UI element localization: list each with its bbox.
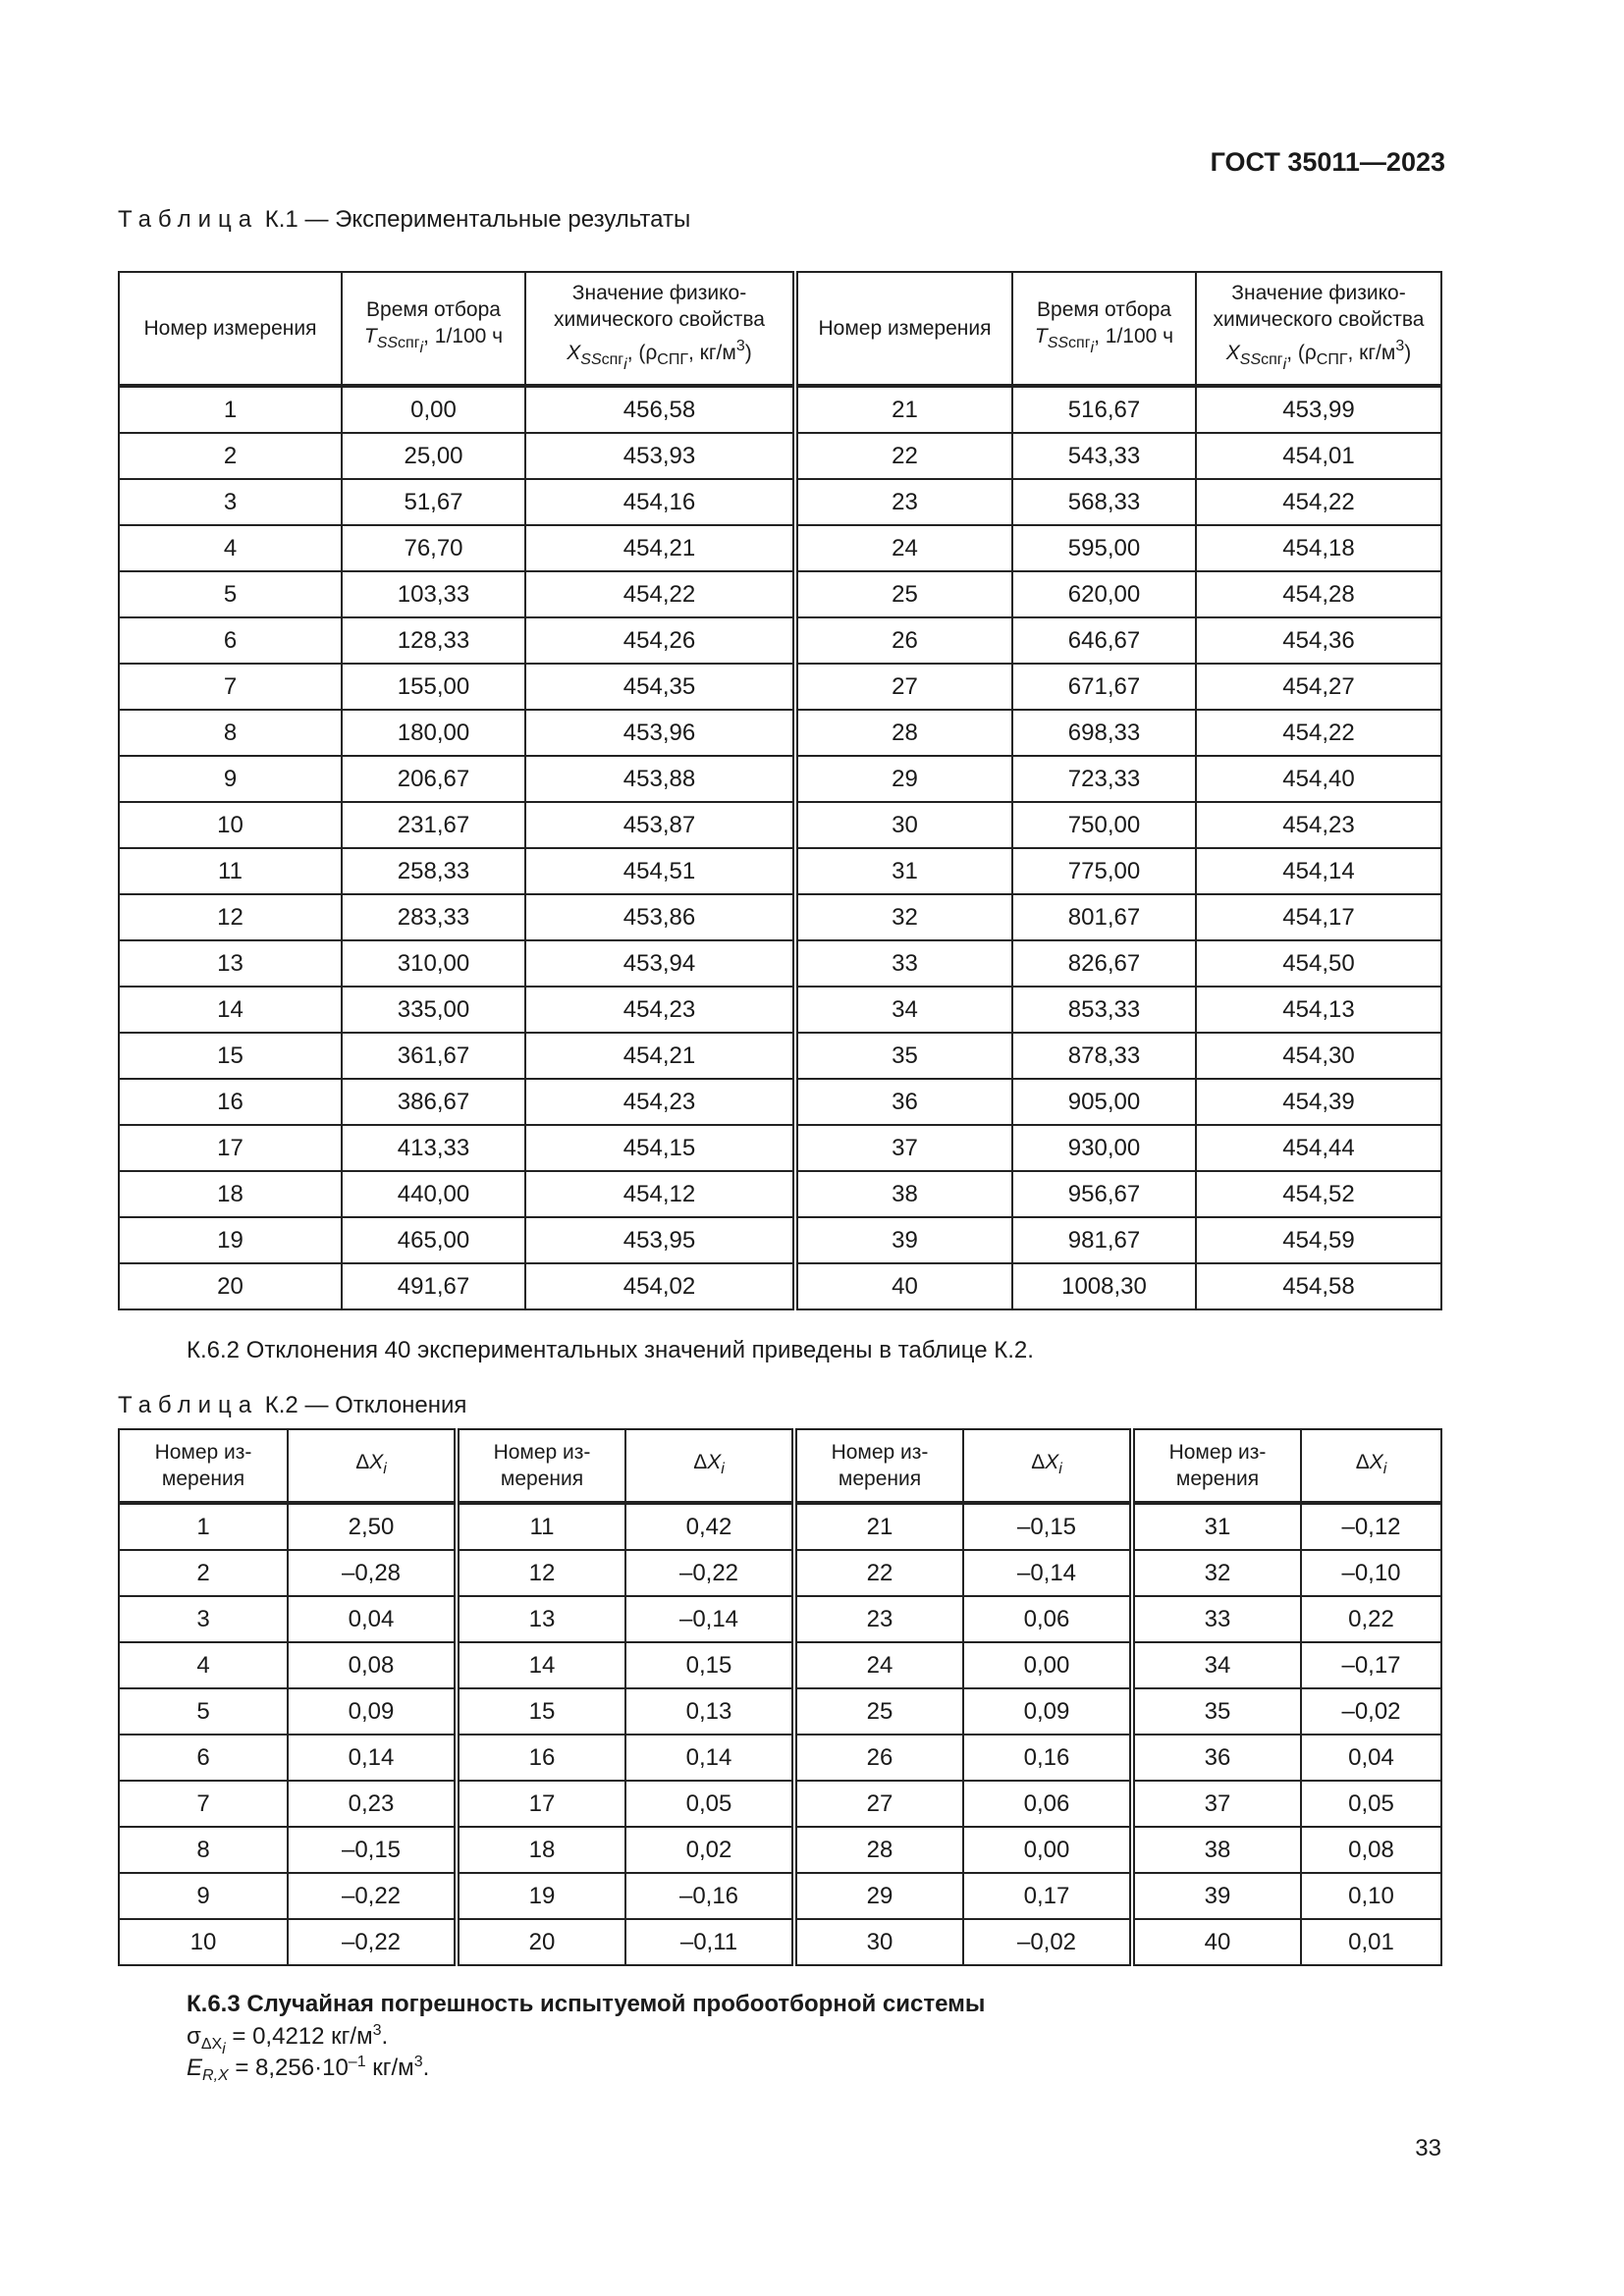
table2-header-delta-1: $\Delta X_i$: [288, 1429, 457, 1503]
table1-row: [119, 664, 1441, 710]
table1-cell: 33: [795, 940, 1012, 987]
section-k63-heading: К.6.3 Случайная погрешность испытуемой пробоотборной системы: [187, 1991, 986, 2017]
table2-cell: –0,22: [288, 1873, 457, 1919]
table1-cell: 34: [795, 987, 1012, 1033]
table2-cell: 10: [119, 1919, 288, 1965]
table1-cell: 454,26: [525, 617, 795, 664]
table2-caption: [118, 1392, 466, 1419]
table2-cell: 14: [457, 1642, 625, 1688]
table2-header-number-2: Номер из-мерения: [457, 1429, 625, 1503]
table1-cell: 454,15: [525, 1125, 795, 1171]
table1-cell: 454,02: [525, 1263, 795, 1309]
table1-cell: 930,00: [1012, 1125, 1196, 1171]
table1-cell: 595,00: [1012, 525, 1196, 571]
table1-header-number-2: Номер измерения: [795, 272, 1012, 386]
table2-cell: 0,05: [625, 1781, 794, 1827]
table1-cell: 26: [795, 617, 1012, 664]
table1-cell: 454,17: [1196, 894, 1441, 940]
table2-cell: –0,22: [288, 1919, 457, 1965]
table2-cell: 20: [457, 1919, 625, 1965]
table2-cell: 0,02: [625, 1827, 794, 1873]
table1-cell: 454,35: [525, 664, 795, 710]
table2-cell: 0,06: [963, 1596, 1132, 1642]
table2-cell: 0,14: [625, 1735, 794, 1781]
table2-cell: 6: [119, 1735, 288, 1781]
table2-header-number-3: Номер из-мерения: [794, 1429, 963, 1503]
table1-cell: 453,94: [525, 940, 795, 987]
table1-cell: 671,67: [1012, 664, 1196, 710]
table1-cell: 14: [119, 987, 342, 1033]
table1-experimental-results: [118, 271, 1442, 1310]
table2-cell: 11: [457, 1503, 625, 1550]
table1-cell: 3: [119, 479, 342, 525]
table1-cell: 40: [795, 1263, 1012, 1309]
error-formula: $E_{R,X} = 8,256\cdot 10^{-1}$ $кг/м^3$.: [187, 2054, 430, 2084]
table2-cell: 37: [1132, 1781, 1301, 1827]
table1-cell: 28: [795, 710, 1012, 756]
table1-row: [119, 1079, 1441, 1125]
table1-cell: 454,59: [1196, 1217, 1441, 1263]
table2-row: [119, 1827, 1441, 1873]
table1-cell: 386,67: [342, 1079, 525, 1125]
table1-cell: 0,00: [342, 386, 525, 433]
table1-cell: 454,13: [1196, 987, 1441, 1033]
table2-header-number-1: Номер из-мерения: [119, 1429, 288, 1503]
table1-cell: 453,96: [525, 710, 795, 756]
table1-cell: 51,67: [342, 479, 525, 525]
table1-row: [119, 1171, 1441, 1217]
table1-cell: 543,33: [1012, 433, 1196, 479]
table1-row: [119, 386, 1441, 433]
table1-cell: 750,00: [1012, 802, 1196, 848]
table1-row: [119, 940, 1441, 987]
table2-cell: 40: [1132, 1919, 1301, 1965]
table1-row: [119, 987, 1441, 1033]
table2-cell: 15: [457, 1688, 625, 1735]
table1-cell: 454,18: [1196, 525, 1441, 571]
table2-cell: 0,22: [1301, 1596, 1441, 1642]
table1-cell: 454,58: [1196, 1263, 1441, 1309]
table2-cell: –0,15: [288, 1827, 457, 1873]
table2-cell: 0,10: [1301, 1873, 1441, 1919]
table2-cell: 19: [457, 1873, 625, 1919]
table1-cell: 1008,30: [1012, 1263, 1196, 1309]
table1-row: [119, 525, 1441, 571]
table2-cell: 12: [457, 1550, 625, 1596]
table2-cell: 18: [457, 1827, 625, 1873]
table1-cell: 180,00: [342, 710, 525, 756]
table1-cell: 646,67: [1012, 617, 1196, 664]
table1-cell: 723,33: [1012, 756, 1196, 802]
table1-cell: 36: [795, 1079, 1012, 1125]
table1-cell: 454,21: [525, 525, 795, 571]
table1-cell: 454,50: [1196, 940, 1441, 987]
table2-cell: 32: [1132, 1550, 1301, 1596]
table2-cell: 0,09: [288, 1688, 457, 1735]
table1-cell: 453,87: [525, 802, 795, 848]
paragraph-k62: К.6.2 Отклонения 40 экспериментальных значений приведены в таблице К.2.: [187, 1337, 1034, 1363]
table1-cell: 24: [795, 525, 1012, 571]
table1-row: [119, 1263, 1441, 1309]
table1-cell: 25: [795, 571, 1012, 617]
table1-cell: 956,67: [1012, 1171, 1196, 1217]
table1-cell: 38: [795, 1171, 1012, 1217]
table2-cell: 0,14: [288, 1735, 457, 1781]
table1-cell: 32: [795, 894, 1012, 940]
table2-cell: –0,12: [1301, 1503, 1441, 1550]
table2-cell: 5: [119, 1688, 288, 1735]
table2-cell: 0,17: [963, 1873, 1132, 1919]
table1-cell: 454,52: [1196, 1171, 1441, 1217]
table1-cell: 454,22: [1196, 479, 1441, 525]
table2-cell: 26: [794, 1735, 963, 1781]
table1-cell: 454,14: [1196, 848, 1441, 894]
table1-cell: 9: [119, 756, 342, 802]
table1-cell: 568,33: [1012, 479, 1196, 525]
table2-caption-text: К.2 — Отклонения: [258, 1392, 467, 1418]
table2-cell: –0,28: [288, 1550, 457, 1596]
table1-cell: 7: [119, 664, 342, 710]
table2-cell: –0,22: [625, 1550, 794, 1596]
table2-cell: 0,06: [963, 1781, 1132, 1827]
table1-cell: 6: [119, 617, 342, 664]
table1-cell: 23: [795, 479, 1012, 525]
table2-cell: 23: [794, 1596, 963, 1642]
table1-row: [119, 1125, 1441, 1171]
table2-cell: 34: [1132, 1642, 1301, 1688]
table1-cell: 31: [795, 848, 1012, 894]
table1-row: [119, 756, 1441, 802]
table2-cell: –0,17: [1301, 1642, 1441, 1688]
table2-cell: 17: [457, 1781, 625, 1827]
table1-cell: 4: [119, 525, 342, 571]
table2-cell: 3: [119, 1596, 288, 1642]
table1-cell: 155,00: [342, 664, 525, 710]
table1-cell: 17: [119, 1125, 342, 1171]
table1-cell: 231,67: [342, 802, 525, 848]
table1-row: [119, 617, 1441, 664]
table1-cell: 801,67: [1012, 894, 1196, 940]
table1-cell: 2: [119, 433, 342, 479]
table2-row: [119, 1781, 1441, 1827]
table2-cell: –0,11: [625, 1919, 794, 1965]
table1-cell: 5: [119, 571, 342, 617]
table1-row: [119, 479, 1441, 525]
table1-cell: 454,44: [1196, 1125, 1441, 1171]
table2-cell: 0,00: [963, 1642, 1132, 1688]
table1-cell: 13: [119, 940, 342, 987]
table1-cell: 465,00: [342, 1217, 525, 1263]
table1-cell: 25,00: [342, 433, 525, 479]
table2-cell: 1: [119, 1503, 288, 1550]
table2-cell: 35: [1132, 1688, 1301, 1735]
table2-cell: 39: [1132, 1873, 1301, 1919]
table2-cell: 9: [119, 1873, 288, 1919]
table1-cell: 18: [119, 1171, 342, 1217]
table1-cell: 440,00: [342, 1171, 525, 1217]
table2-cell: 0,08: [1301, 1827, 1441, 1873]
table1-cell: 454,01: [1196, 433, 1441, 479]
table2-cell: 0,04: [1301, 1735, 1441, 1781]
table2-row: [119, 1919, 1441, 1965]
table2-cell: 0,13: [625, 1688, 794, 1735]
table2-cell: 2: [119, 1550, 288, 1596]
table1-caption-text: К.1 — Экспериментальные результаты: [258, 206, 691, 233]
table1-cell: 775,00: [1012, 848, 1196, 894]
table1-cell: 454,28: [1196, 571, 1441, 617]
table1-cell: 453,88: [525, 756, 795, 802]
table1-cell: 37: [795, 1125, 1012, 1171]
table2-cell: 30: [794, 1919, 963, 1965]
table2-cell: 22: [794, 1550, 963, 1596]
table1-cell: 454,39: [1196, 1079, 1441, 1125]
table2-row: [119, 1642, 1441, 1688]
table2-row: [119, 1735, 1441, 1781]
table1-cell: 826,67: [1012, 940, 1196, 987]
table2-cell: –0,14: [963, 1550, 1132, 1596]
table1-cell: 454,30: [1196, 1033, 1441, 1079]
table2-cell: 0,16: [963, 1735, 1132, 1781]
table1-cell: 454,23: [525, 1079, 795, 1125]
table1-cell: 103,33: [342, 571, 525, 617]
table1-cell: 516,67: [1012, 386, 1196, 433]
table2-row: [119, 1550, 1441, 1596]
table2-cell: –0,15: [963, 1503, 1132, 1550]
table2-cell: 24: [794, 1642, 963, 1688]
table1-header-time: Время отбора $T_{SSспг_i}$, 1/100 ч: [342, 272, 525, 386]
table1-caption: [118, 206, 690, 234]
table2-cell: 0,08: [288, 1642, 457, 1688]
table1-cell: 454,12: [525, 1171, 795, 1217]
table2-cell: 0,01: [1301, 1919, 1441, 1965]
table2-cell: 33: [1132, 1596, 1301, 1642]
table2-cell: 0,23: [288, 1781, 457, 1827]
table1-cell: 76,70: [342, 525, 525, 571]
sigma-formula: $\sigma_{\Delta X_i} = 0,4212$ $кг/м^3$.: [187, 2022, 389, 2057]
table1-cell: 258,33: [342, 848, 525, 894]
table1-cell: 698,33: [1012, 710, 1196, 756]
table2-row: [119, 1873, 1441, 1919]
table1-cell: 335,00: [342, 987, 525, 1033]
table2-cell: 21: [794, 1503, 963, 1550]
table2-cell: 25: [794, 1688, 963, 1735]
table1-cell: 283,33: [342, 894, 525, 940]
table1-cell: 19: [119, 1217, 342, 1263]
table1-cell: 454,36: [1196, 617, 1441, 664]
table1-cell: 453,99: [1196, 386, 1441, 433]
table1-cell: 16: [119, 1079, 342, 1125]
table2-header-delta-4: $\Delta X_i$: [1301, 1429, 1441, 1503]
table1-cell: 491,67: [342, 1263, 525, 1309]
table1-cell: 454,51: [525, 848, 795, 894]
table2-cell: 28: [794, 1827, 963, 1873]
table1-cell: 22: [795, 433, 1012, 479]
table1-cell: 39: [795, 1217, 1012, 1263]
table2-cell: 36: [1132, 1735, 1301, 1781]
table1-cell: 1: [119, 386, 342, 433]
table1-cell: 453,86: [525, 894, 795, 940]
table2-cell: 7: [119, 1781, 288, 1827]
table1-cell: 456,58: [525, 386, 795, 433]
table2-caption-label: Таблица: [118, 1392, 259, 1418]
table1-cell: 853,33: [1012, 987, 1196, 1033]
table1-cell: 454,40: [1196, 756, 1441, 802]
table1-cell: 128,33: [342, 617, 525, 664]
table2-cell: 0,05: [1301, 1781, 1441, 1827]
table2-cell: 4: [119, 1642, 288, 1688]
table1-cell: 29: [795, 756, 1012, 802]
table1-row: [119, 571, 1441, 617]
table1-header-value-2: Значение физико-химического свойства $X_{SSспг_i}$, ($\rho_{СПГ}$, $кг/м^3$): [1196, 272, 1441, 386]
table2-header-number-4: Номер из-мерения: [1132, 1429, 1301, 1503]
table1-row: [119, 1217, 1441, 1263]
table1-cell: 454,16: [525, 479, 795, 525]
table1-row: [119, 1033, 1441, 1079]
table2-cell: 0,42: [625, 1503, 794, 1550]
table2-cell: 31: [1132, 1503, 1301, 1550]
table2-header-row: [119, 1429, 1441, 1503]
table1-cell: 11: [119, 848, 342, 894]
table1-row: [119, 433, 1441, 479]
table1-header-row: [119, 272, 1441, 386]
table2-cell: –0,02: [963, 1919, 1132, 1965]
table1-cell: 454,27: [1196, 664, 1441, 710]
table2-cell: 0,09: [963, 1688, 1132, 1735]
table1-cell: 454,23: [525, 987, 795, 1033]
table2-cell: 0,00: [963, 1827, 1132, 1873]
table2-deviations: [118, 1428, 1442, 1966]
table1-row: [119, 848, 1441, 894]
table2-row: [119, 1688, 1441, 1735]
table2-cell: 2,50: [288, 1503, 457, 1550]
table2-row: [119, 1503, 1441, 1550]
page-number: 33: [1415, 2135, 1441, 2162]
table2-cell: 0,04: [288, 1596, 457, 1642]
table1-cell: 35: [795, 1033, 1012, 1079]
table1-cell: 310,00: [342, 940, 525, 987]
table1-cell: 981,67: [1012, 1217, 1196, 1263]
table2-cell: 38: [1132, 1827, 1301, 1873]
table1-cell: 454,23: [1196, 802, 1441, 848]
table1-caption-label: Таблица: [118, 206, 259, 233]
table1-header-value: Значение физико-химического свойства $X_{SSспг_i}$, ($\rho_{СПГ}$, $кг/м^3$): [525, 272, 795, 386]
table2-cell: 27: [794, 1781, 963, 1827]
table1-cell: 453,93: [525, 433, 795, 479]
table1-cell: 10: [119, 802, 342, 848]
table1-cell: 15: [119, 1033, 342, 1079]
table2-row: [119, 1596, 1441, 1642]
table2-cell: 13: [457, 1596, 625, 1642]
table1-row: [119, 710, 1441, 756]
table1-cell: 27: [795, 664, 1012, 710]
table2-cell: 8: [119, 1827, 288, 1873]
table1-cell: 878,33: [1012, 1033, 1196, 1079]
table1-cell: 454,22: [1196, 710, 1441, 756]
table2-cell: 29: [794, 1873, 963, 1919]
table2-cell: 16: [457, 1735, 625, 1781]
table1-header-time-2: Время отбора $T_{SSспг_i}$, 1/100 ч: [1012, 272, 1196, 386]
table2-cell: 0,15: [625, 1642, 794, 1688]
table1-cell: 30: [795, 802, 1012, 848]
table1-row: [119, 802, 1441, 848]
table1-cell: 206,67: [342, 756, 525, 802]
table1-cell: 453,95: [525, 1217, 795, 1263]
table1-row: [119, 894, 1441, 940]
table1-cell: 21: [795, 386, 1012, 433]
table1-header-number: Номер измерения: [119, 272, 342, 386]
table1-cell: 620,00: [1012, 571, 1196, 617]
table1-cell: 454,22: [525, 571, 795, 617]
table1-cell: 361,67: [342, 1033, 525, 1079]
table2-cell: –0,02: [1301, 1688, 1441, 1735]
table1-cell: 905,00: [1012, 1079, 1196, 1125]
table1-cell: 20: [119, 1263, 342, 1309]
table2-cell: –0,10: [1301, 1550, 1441, 1596]
table1-cell: 12: [119, 894, 342, 940]
table2-header-delta-3: $\Delta X_i$: [963, 1429, 1132, 1503]
table2-cell: –0,14: [625, 1596, 794, 1642]
table2-cell: –0,16: [625, 1873, 794, 1919]
table1-cell: 8: [119, 710, 342, 756]
table2-header-delta-2: $\Delta X_i$: [625, 1429, 794, 1503]
table1-cell: 413,33: [342, 1125, 525, 1171]
table1-cell: 454,21: [525, 1033, 795, 1079]
document-id: ГОСТ 35011—2023: [1210, 147, 1445, 177]
